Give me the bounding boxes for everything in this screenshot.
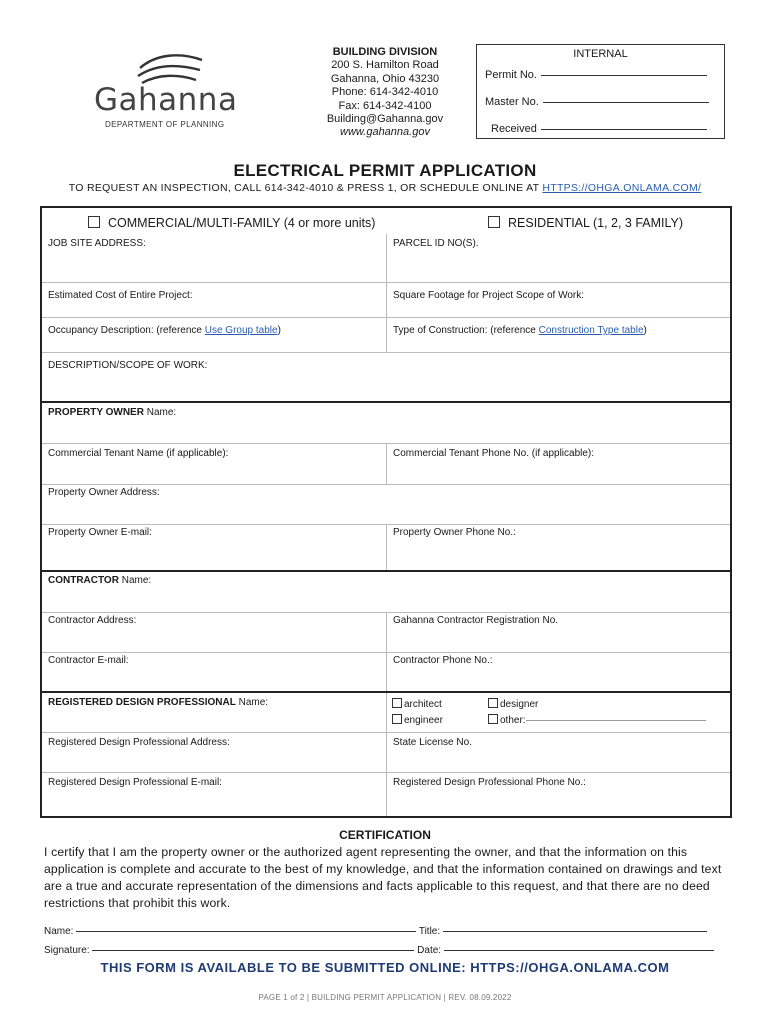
job-site-label: JOB SITE ADDRESS: <box>48 238 146 249</box>
residential-checkbox[interactable] <box>488 216 500 228</box>
signature-date-row <box>44 945 714 956</box>
tenant-name-label: Commercial Tenant Name (if applicable): <box>48 448 229 459</box>
division-address-2: Gahanna, Ohio 43230 <box>330 72 440 85</box>
inspection-text: TO REQUEST AN INSPECTION, CALL 614-342-4010 & PRESS 1, OR SCHEDULE ONLINE AT <box>68 182 543 194</box>
internal-use-box <box>476 44 725 139</box>
division-email[interactable]: Building@Gahanna.gov <box>326 113 444 126</box>
master-no-label: Master No. <box>485 96 539 108</box>
scope-label: DESCRIPTION/SCOPE OF WORK: <box>48 360 208 371</box>
contractor-name-row <box>42 572 730 613</box>
permit-no-label: Permit No. <box>485 69 537 81</box>
designer-checkbox[interactable] <box>488 698 498 708</box>
contractor-address-row <box>42 613 730 653</box>
residential-label: RESIDENTIAL (1, 2, 3 FAMILY) <box>508 216 684 230</box>
occupancy-close: ) <box>277 325 281 336</box>
rdp-phone-field[interactable] <box>386 773 730 816</box>
commercial-label: COMMERCIAL/MULTI-FAMILY (4 or more units) <box>108 216 376 230</box>
owner-email-label: Property Owner E-mail: <box>48 527 152 538</box>
commercial-option[interactable] <box>88 216 375 230</box>
owner-name-field[interactable] <box>42 403 730 443</box>
owner-contact-row <box>42 525 730 572</box>
rdp-address-field[interactable] <box>42 733 386 772</box>
owner-email-field[interactable] <box>42 525 386 570</box>
received-field[interactable] <box>541 129 707 130</box>
cost-row <box>42 283 730 318</box>
division-phone: Phone: 614-342-4010 <box>331 86 439 99</box>
other-input-line[interactable] <box>526 720 706 721</box>
commercial-checkbox[interactable] <box>88 216 100 228</box>
project-type-row <box>42 208 730 234</box>
construction-label: Type of Construction: (reference <box>393 325 539 336</box>
owner-name-row <box>42 403 730 444</box>
contractor-phone-field[interactable] <box>386 653 730 691</box>
rdp-address-row <box>42 733 730 773</box>
owner-address-row <box>42 485 730 525</box>
construction-type-link[interactable]: Construction Type table <box>538 325 644 336</box>
cost-label: Estimated Cost of Entire Project: <box>48 290 193 301</box>
rdp-type-options <box>386 693 730 732</box>
architect-label: architect <box>404 699 442 710</box>
owner-phone-field[interactable] <box>386 525 730 570</box>
rdp-email-label: Registered Design Professional E-mail: <box>48 777 222 788</box>
architect-option[interactable] <box>392 698 442 710</box>
tenant-phone-field[interactable] <box>386 444 730 484</box>
owner-address-field[interactable] <box>42 485 730 524</box>
division-fax: Fax: 614-342-4100 <box>338 99 432 112</box>
other-checkbox[interactable] <box>488 714 498 724</box>
division-address-1: 200 S. Hamilton Road <box>331 59 439 72</box>
construction-type-field[interactable] <box>386 318 730 352</box>
rdp-name-row <box>42 693 730 733</box>
name-input-line[interactable] <box>76 931 416 932</box>
page-footer: PAGE 1 of 2 | BUILDING PERMIT APPLICATION | REV. 08.09.2022 <box>258 993 512 1002</box>
contractor-registration-label: Gahanna Contractor Registration No. <box>393 615 559 626</box>
permit-no-row <box>485 69 707 81</box>
scope-row <box>42 353 730 403</box>
gahanna-logo <box>88 52 253 137</box>
rdp-phone-label: Registered Design Professional Phone No.: <box>393 777 586 788</box>
signature-label: Signature: <box>44 945 90 956</box>
permit-form <box>40 206 732 818</box>
designer-option[interactable] <box>488 698 538 710</box>
contractor-email-field[interactable] <box>42 653 386 691</box>
scope-field[interactable] <box>42 353 730 401</box>
job-site-row <box>42 234 730 283</box>
contractor-email-label: Contractor E-mail: <box>48 655 129 666</box>
division-website[interactable]: www.gahanna.gov <box>340 126 430 139</box>
construction-close: ) <box>643 325 647 336</box>
architect-checkbox[interactable] <box>392 698 402 708</box>
name-title-row <box>44 926 707 937</box>
engineer-option[interactable] <box>392 714 443 726</box>
occupancy-row <box>42 318 730 353</box>
engineer-label: engineer <box>404 715 443 726</box>
received-label: Received <box>491 123 537 135</box>
contractor-contact-row <box>42 653 730 693</box>
sqft-label: Square Footage for Project Scope of Work: <box>393 290 585 301</box>
engineer-checkbox[interactable] <box>392 714 402 724</box>
other-label: other: <box>500 715 526 726</box>
cost-field[interactable] <box>42 283 386 317</box>
title-input-line[interactable] <box>443 931 707 932</box>
contractor-name-field[interactable] <box>42 572 730 612</box>
master-no-row <box>485 96 709 108</box>
contractor-address-field[interactable] <box>42 613 386 652</box>
occupancy-label: Occupancy Description: (reference <box>48 325 205 336</box>
master-no-field[interactable] <box>543 102 709 103</box>
contractor-name-label: Name: <box>118 575 152 586</box>
online-submission-notice[interactable]: THIS FORM IS AVAILABLE TO BE SUBMITTED ONLINE: HTTPS://OHGA.ONLAMA.COM <box>100 960 670 975</box>
tenant-phone-label: Commercial Tenant Phone No. (if applicable): <box>393 448 595 459</box>
job-site-field[interactable] <box>42 234 386 282</box>
permit-no-field[interactable] <box>541 75 707 76</box>
inspection-instructions <box>0 182 770 194</box>
rdp-name-label: Name: <box>235 697 269 708</box>
logo-wordmark: Gahanna <box>94 82 238 118</box>
contractor-registration-field[interactable] <box>386 613 730 652</box>
rdp-email-field[interactable] <box>42 773 386 816</box>
owner-address-label: Property Owner Address: <box>48 487 160 498</box>
designer-label: designer <box>500 699 539 710</box>
contractor-address-label: Contractor Address: <box>48 615 137 626</box>
certification-text: I certify that I am the property owner or the authorized agent representing the owner, and that the information on this application is complete and accurate to the best of my knowledge, and that the information contained on drawings and text are a true and accurate representation of the dimensions and facts applicable to this request, and that there are no deed restrictions that prohibit this work. <box>44 845 722 910</box>
license-label: State License No. <box>393 737 472 748</box>
owner-name-label: Name: <box>143 407 177 418</box>
internal-title: INTERNAL <box>573 48 628 60</box>
received-row <box>491 123 707 135</box>
sqft-field[interactable] <box>386 283 730 317</box>
logo-department: DEPARTMENT OF PLANNING <box>105 120 225 129</box>
parcel-label: PARCEL ID NO(S). <box>393 238 479 249</box>
contractor-phone-label: Contractor Phone No.: <box>393 655 493 666</box>
other-option[interactable] <box>488 714 706 726</box>
signature-input-line[interactable] <box>92 950 414 951</box>
occupancy-field[interactable] <box>42 318 386 352</box>
date-input-line[interactable] <box>444 950 714 951</box>
tenant-name-field[interactable] <box>42 444 386 484</box>
name-label: Name: <box>44 926 74 937</box>
license-field[interactable] <box>386 733 730 772</box>
use-group-link[interactable]: Use Group table <box>204 325 278 336</box>
rdp-contact-row <box>42 773 730 816</box>
date-label: Date: <box>417 945 442 956</box>
residential-option[interactable] <box>488 216 683 230</box>
onlama-link[interactable]: HTTPS://OHGA.ONLAMA.COM/ <box>542 182 702 194</box>
building-division-contact <box>320 46 450 140</box>
rdp-address-label: Registered Design Professional Address: <box>48 737 230 748</box>
contractor-section-label: CONTRACTOR <box>48 575 119 586</box>
certification-title: CERTIFICATION <box>339 828 431 842</box>
owner-phone-label: Property Owner Phone No.: <box>393 527 516 538</box>
parcel-field[interactable] <box>386 234 730 282</box>
title-label: Title: <box>418 926 441 937</box>
rdp-name-field[interactable] <box>42 693 386 732</box>
rdp-section-label: REGISTERED DESIGN PROFESSIONAL <box>48 697 236 708</box>
division-name: BUILDING DIVISION <box>332 46 438 58</box>
tenant-row <box>42 444 730 485</box>
page-title: ELECTRICAL PERMIT APPLICATION <box>233 161 537 180</box>
owner-section-label: PROPERTY OWNER <box>48 407 144 418</box>
